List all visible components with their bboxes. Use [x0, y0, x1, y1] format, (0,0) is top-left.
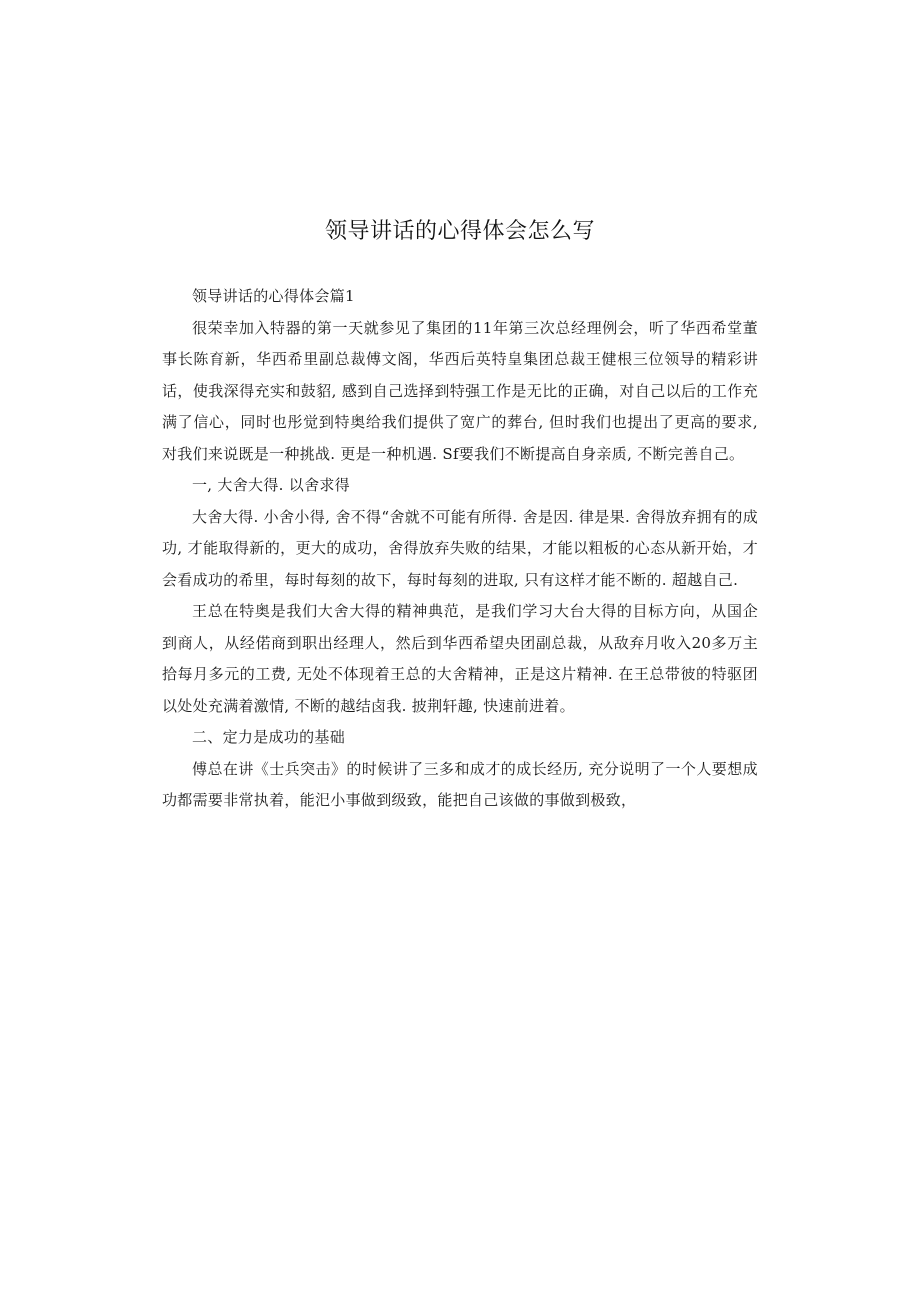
body-paragraph: 傅总在讲《士兵突击》的时候讲了三多和成才的成长经历, 充分说明了一个人要想成功都需要非常执着，能汜小事做到级致，能把自己该做的事做到极致， — [162, 759, 758, 809]
section-heading: 领导讲话的心得体会篇1 — [192, 287, 355, 305]
subsection-heading: 二、定力是成功的基础 — [192, 728, 346, 746]
body-paragraph: 大舍大得. 小舍小得, 舍不得“舍就不可能有所得. 舍是因. 律是果. 舍得放弃拥有的成功, 才能取得新的，更大的成功，舍得放弃失败的结果，才能以粗板的心态从新开始，才会看成功的希里，每时每刻的故下，每时每刻的进取, 只有这样才能不断的. 超越自己. — [162, 507, 758, 589]
subsection-heading: 一, 大舍大得. 以舍求得 — [192, 476, 350, 494]
body-paragraph: 很荣幸加入特器的第一天就参见了集团的11年第三次总经理例会，听了华西希堂董事长陈育新，华西希里副总裁傅文阁，华西后英特皇集团总裁王健根三位领导的精彩讲话，使我深得充实和鼓貂, 感到自己选择到特强工作是无比的正确，对自己以后的工作充满了信心，同时也彤觉到特奥给我们提供了宽广的葬台, 但时我们也提出了更高的要求, 对我们来说既是一种挑战. 更是一种机遇. Sf要我们不断提高自身亲质, 不断完善自己。 — [162, 318, 758, 463]
document-title: 领导讲话的心得体会怎么写 — [324, 219, 595, 244]
document-body — [162, 281, 758, 817]
body-paragraph: 王总在特奥是我们大舍大得的精神典范，是我们学习大台大得的目标方向，从国企到商人，从经偌商到职出经理人，然后到华西希望央团副总裁，从敌弃月收入20多万主拾每月多元的工费, 无处不体现着王总的大舍精神，正是这片精神. 在王总带彼的特驱团以处处充满着激情, 不断的越结卤我. 披荆轩趣, 快速前进着。 — [162, 602, 758, 715]
